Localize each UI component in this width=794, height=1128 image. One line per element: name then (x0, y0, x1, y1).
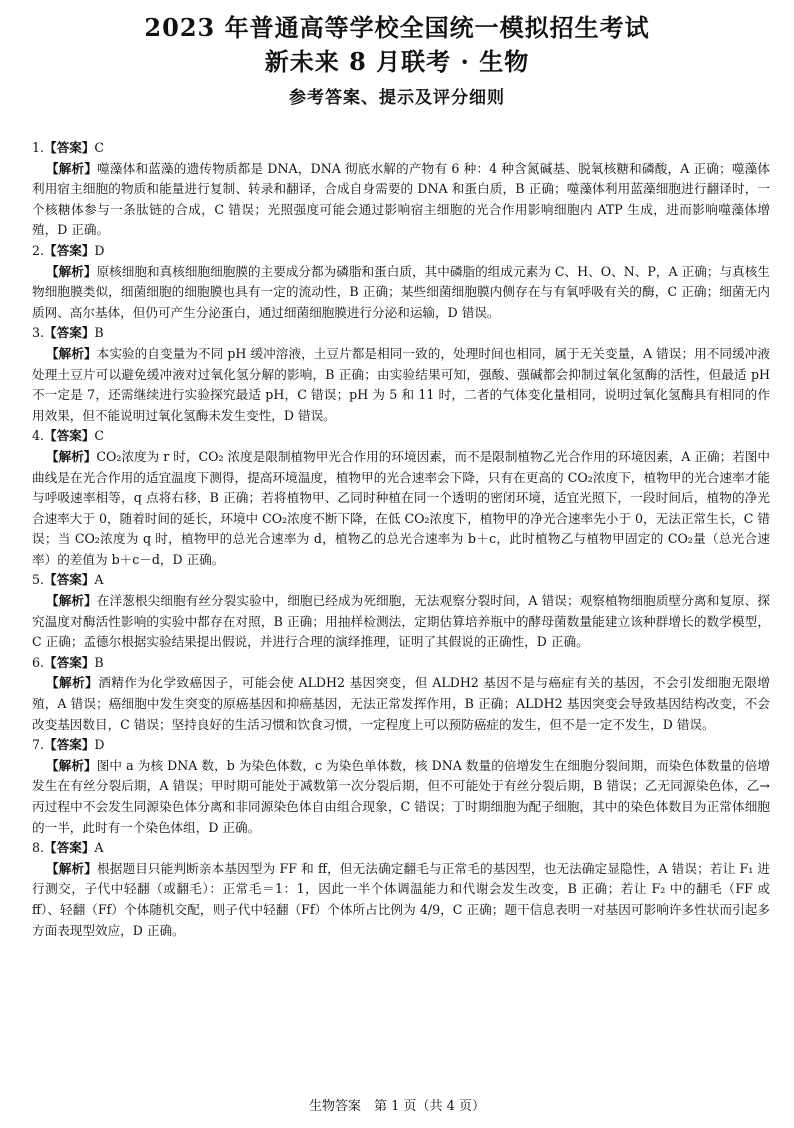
analysis-tag: 【解析】 (46, 675, 99, 691)
analysis-text: 酒精作为化学致癌因子，可能会使 ALDH2 基因突变，但 ALDH2 基因不是与癌症有关的基因，不会引发细胞无限增殖，A 错误；癌细胞中发生突变的原癌基因和抑癌基因，无法正常发挥作用，B 正确；ALDH2 基因突变会导致基因结构改变，不会改变基因数目，C 错误；坚持良好的生活习惯和饮食习惯，一定程度上可以预防癌症的发生，但不是一定不发生，D 错误。 (32, 675, 770, 732)
answer-line (32, 735, 770, 756)
answer-choice: C (94, 428, 105, 444)
question-number: 7. (32, 737, 45, 753)
analysis-tag: 【解析】 (46, 263, 97, 279)
exam-subtitle: 新未来 8 月联考 · 生物 (264, 47, 530, 76)
analysis-tag: 【解析】 (46, 860, 97, 876)
answer-line (32, 138, 770, 159)
question-item (32, 735, 770, 838)
answer-line (32, 426, 770, 447)
page-footer: 生物答案 第 1 页（共 4 页） (308, 1099, 486, 1114)
question-item (32, 838, 770, 941)
answer-line (32, 570, 770, 591)
question-number: 8. (32, 840, 45, 856)
question-number: 3. (32, 325, 45, 341)
analysis-text: CO₂浓度为 r 时，CO₂ 浓度是限制植物甲光合作用的环境因素，而不是限制植物乙光合作用的环境因素，A 正确；若图中曲线是在光合作用的适宜温度下测得，提高环境温度，植物甲的光合速率会下降，只有在更高的 CO₂浓度下，植物甲的光合速率才能与呼吸速率相等，q 点将右移，B 正确；若将植物甲、乙同时种植在同一个透明的密闭环境，适宜光照下，一段时间后，植物的净光合速率大于 0，随着时间的延长，环境中 CO₂浓度不断下降，在低 CO₂浓度下，植物甲的净光合速率先小于 0，无法正常生长，C 错误；当 CO₂浓度为 q 时，植物甲的总光合速率为 d，植物乙的总光合速率为 b＋c，此时植物乙与植物甲固定的 CO₂量（总光合速率）的差值为 b＋c－d，D 正确。 (32, 448, 770, 567)
answer-tag: 【答案】 (44, 654, 95, 670)
answer-line (32, 653, 770, 674)
analysis-text: 在洋葱根尖细胞有丝分裂实验中，细胞已经成为死细胞，无法观察分裂时间，A 错误；观察植物细胞质壁分离和复原、探究温度对酶活性影响的实验中都存在对照，B 正确；用抽样检测法，定期估算培养瓶中的酵母菌数量能建立该种群增长的数学模型，C 正确；孟德尔根据实验结果提出假说，并进行合理的演绎推理，证明了其假说的正确性，D 正确。 (32, 593, 770, 650)
answer-choice: B (94, 654, 104, 670)
question-item (32, 570, 770, 652)
document-heading: 参考答案、提示及评分细则 (289, 88, 505, 108)
analysis-tag: 【解析】 (46, 448, 97, 464)
analysis-paragraph (32, 447, 770, 571)
question-number: 6. (32, 654, 45, 670)
answer-tag: 【答案】 (44, 428, 95, 444)
answer-choice: D (94, 737, 105, 753)
analysis-paragraph (32, 859, 770, 941)
answer-tag: 【答案】 (44, 242, 95, 258)
answer-tag: 【答案】 (44, 840, 95, 856)
answer-line (32, 323, 770, 344)
question-item (32, 426, 770, 570)
analysis-text: 根据题目只能判断亲本基因型为 FF 和 ff，但无法确定翻毛与正常毛的基因型，也无法确定显隐性，A 错误；若让 F₁ 进行测交，子代中轻翻（或翻毛）：正常毛＝1：1，因此一半个体调温能力和代谢会发生改变，B 正确；若让 F₂ 中的翻毛（FF 或 ff）、轻翻（Ff）个体随机交配，则子代中轻翻（Ff）个体所占比例为 4/9，C 正确；题干信息表明一对基因可影响许多性状而引起多方面表现型效应，D 正确。 (32, 860, 771, 938)
analysis-text: 图中 a 为核 DNA 数，b 为染色体数，c 为染色单体数，核 DNA 数量的倍增发生在细胞分裂间期，而染色体数量的倍增发生在有丝分裂后期，A 错误；甲时期可能处于减数第一次分裂后期，但不可能处于有丝分裂后期，B 错误；乙无同源染色体，乙→丙过程中不会发生同源染色体分离和非同源染色体自由组合现象，C 错误；丁时期细胞为配子细胞，其中的染色体数目为正常体细胞的一半，此时有一个染色体组，D 正确。 (32, 757, 771, 835)
analysis-paragraph (32, 756, 770, 838)
analysis-tag: 【解析】 (46, 593, 97, 609)
analysis-paragraph (32, 344, 770, 426)
answer-choice: B (94, 325, 104, 341)
analysis-paragraph (32, 591, 770, 653)
question-item (32, 241, 770, 323)
analysis-text: 噬藻体和蓝藻的遗传物质都是 DNA，DNA 彻底水解的产物有 6 种：4 种含氮碱基、脱氧核糖和磷酸，A 正确；噬藻体利用宿主细胞的物质和能量进行复制、转录和翻译，合成自身需要的 DNA 和蛋白质，B 正确；噬藻体利用蓝藻细胞进行翻译时，一个核糖体参与一条肽链的合成，C 错误；光照强度可能会通过影响宿主细胞的光合作用影响细胞内 ATP 生成，进而影响噬藻体增殖，D 正确。 (32, 160, 771, 238)
analysis-text: 本实验的自变量为不同 pH 缓冲溶液，土豆片都是相同一致的，处理时间也相同，属于无关变量，A 错误；用不同缓冲液处理土豆片可以避免缓冲液对过氧化氢分解的影响，B 正确；由实验结果可知，强酸、强碱都会抑制过氧化氢酶的活性，但最适 pH 不一定是 7，还需继续进行实验探究最适 pH，C 错误；pH 为 5 和 11 时，二者的气体变化量相同，说明过氧化氢酶具有相同的作用效果，但不能说明过氧化氢酶未发生变性，D 错误。 (32, 345, 771, 423)
answer-tag: 【答案】 (44, 325, 95, 341)
question-number: 4. (32, 428, 45, 444)
analysis-tag: 【解析】 (46, 345, 97, 361)
question-number: 2. (32, 242, 45, 258)
analysis-tag: 【解析】 (46, 757, 97, 773)
exam-title: 2023 年普通高等学校全国统一模拟招生考试 (144, 13, 650, 42)
answer-choice: A (94, 840, 104, 856)
answer-tag: 【答案】 (44, 737, 95, 753)
question-item (32, 138, 770, 241)
answer-choice: D (94, 242, 105, 258)
question-number: 5. (32, 572, 45, 588)
answer-choice: A (94, 572, 104, 588)
analysis-paragraph (32, 262, 770, 324)
answer-line (32, 241, 770, 262)
question-item (32, 323, 770, 426)
analysis-paragraph (32, 673, 770, 735)
answer-choice: C (94, 140, 105, 155)
question-item (32, 653, 770, 735)
analysis-tag: 【解析】 (46, 160, 98, 176)
answer-line (32, 838, 770, 859)
answer-tag: 【答案】 (44, 140, 95, 155)
analysis-text: 原核细胞和真核细胞细胞膜的主要成分都为磷脂和蛋白质，其中磷脂的组成元素为 C、H、O、N、P，A 正确；与真核生物细胞膜类似，细菌细胞的细胞膜也具有一定的流动性，B 正确；某些细菌细胞膜内侧存在与有氧呼吸有关的酶，C 正确；细菌无内质网、高尔基体，但仍可产生分泌蛋白，通过细菌细胞膜进行分泌和运输，D 错误。 (32, 263, 770, 320)
answer-tag: 【答案】 (44, 572, 95, 588)
question-number: 1. (32, 140, 45, 155)
answer-list (32, 138, 770, 941)
analysis-paragraph (32, 159, 770, 241)
